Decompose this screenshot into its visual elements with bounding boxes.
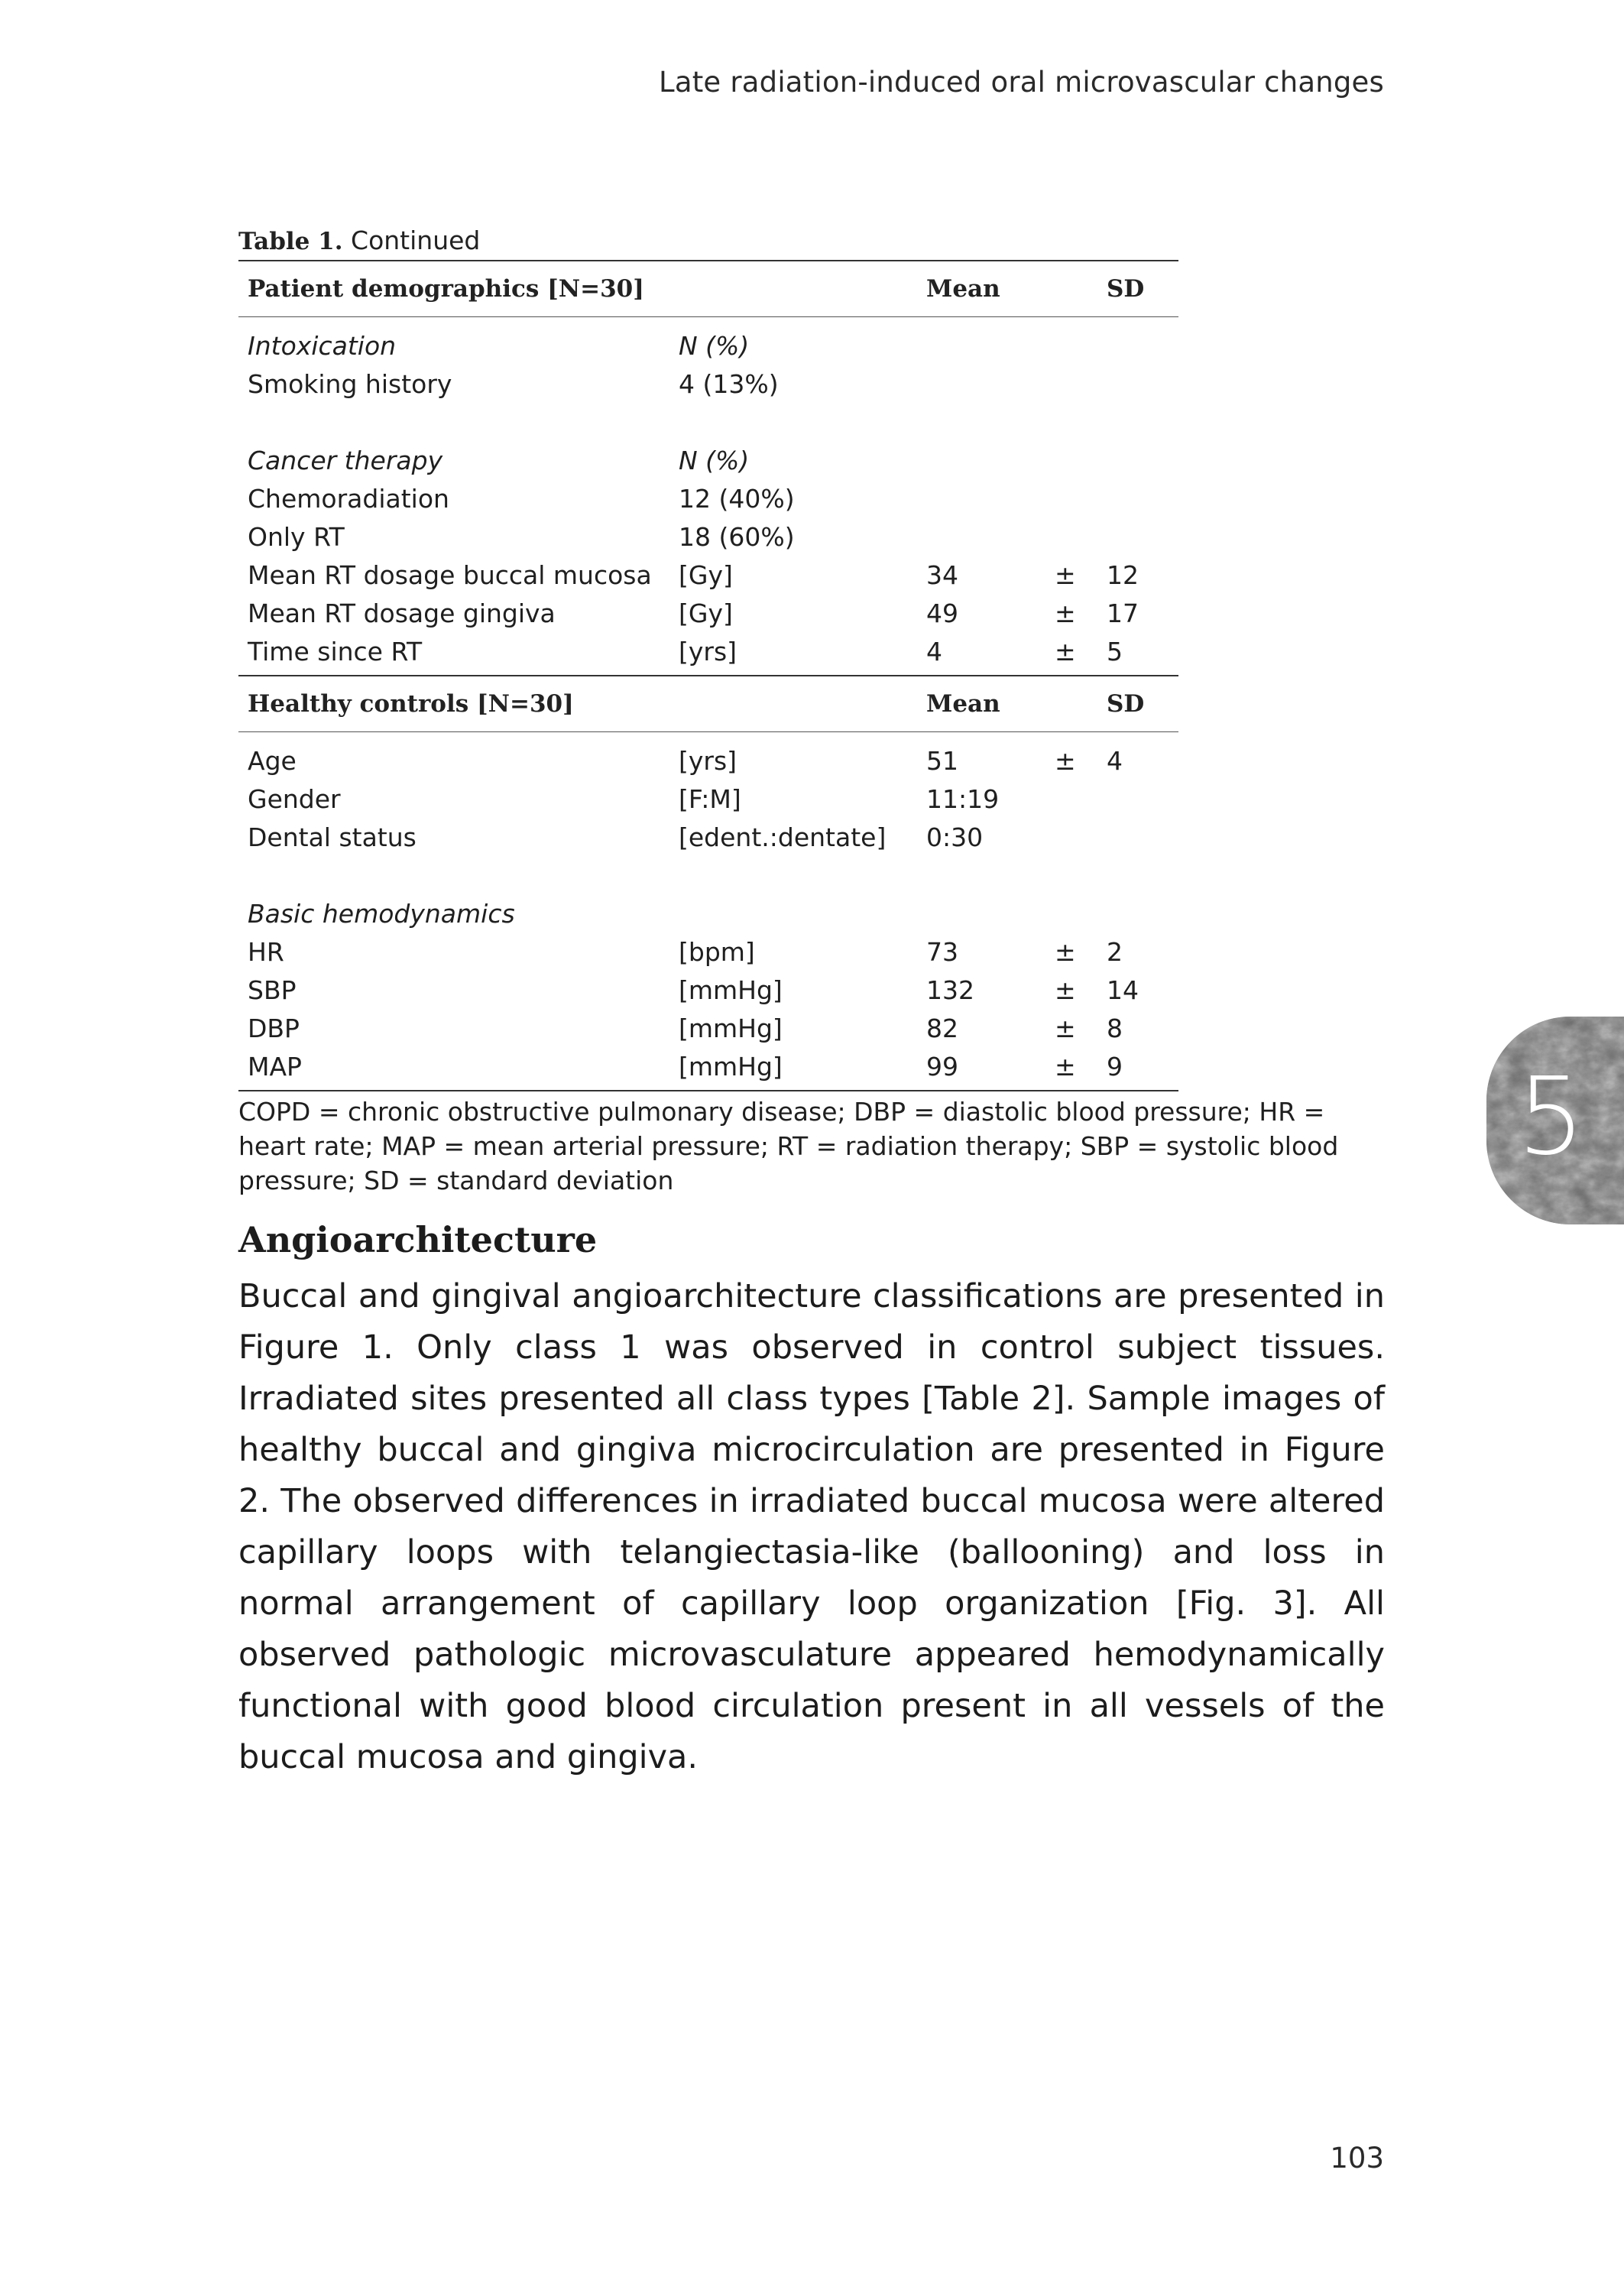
table-row [238,1009,1178,1047]
cell-sd: 9 [1107,1051,1123,1082]
page-number: 103 [1330,2142,1384,2175]
body-paragraph: Buccal and gingival angioarchitecture classifications are presented in Figure 1. Only class 1 was observed in control subject tissues. Irradiated sites presented all class types [Table 2]. Sample images of healthy buccal and gingiva microcirculation are presented in Figure 2. The observed differences in irradiated buccal mucosa were altered capillary loops with telangiectasia-like (ballooning) and loss in normal arrangement of capillary loop organization [Fig. 3]. All observed pathologic microvasculature appeared hemodynamically functional with good blood circulation present in all vessels of the buccal mucosa and gingiva. [238,1277,1385,1776]
table-1 [238,222,1178,1091]
cell-label: Smoking history [248,368,452,399]
cell-unit: [yrs] [679,636,737,666]
table-row [238,556,1178,594]
table-row [238,632,1178,670]
cell-unit: N (%) [679,445,750,475]
cell-unit: [mmHg] [679,975,783,1005]
table-footnote: COPD = chronic obstructive pulmonary disease; DBP = diastolic blood pressure; HR = heart rate; MAP = mean arterial pressure; RT = radiation therapy; SBP = systolic blood pressure; SD = standard deviation [238,1097,1339,1195]
cell-plusminus: ± [1055,598,1076,628]
cell-label: Time since RT [248,636,423,666]
table-row [238,479,1178,517]
section-heading: Angioarchitecture [238,1219,598,1260]
cell-unit: [Gy] [679,598,733,628]
table-rule [238,1090,1178,1091]
cell-label: Dental status [248,822,417,852]
table-row [238,818,1178,856]
cell-sd: 2 [1107,936,1123,967]
table-caption-text: Continued [342,225,481,255]
table-row [238,326,1178,365]
cell-label: Mean RT dosage gingiva [248,598,556,628]
table-body [238,260,1178,1091]
cell-plusminus: ± [1055,745,1076,776]
table-row [238,971,1178,1009]
table-row [238,365,1178,403]
cell-plusminus: ± [1055,936,1076,967]
cell-label: DBP [248,1013,300,1043]
cell-plusminus: ± [1055,975,1076,1005]
cell-label: SBP [248,975,297,1005]
header-cell-mean: Mean [926,275,1000,303]
table-row [238,894,1178,932]
header-cell-mean: Mean [926,690,1000,718]
cell-label: Mean RT dosage buccal mucosa [248,559,652,590]
table-row [238,441,1178,479]
table-caption [238,222,1178,260]
cell-mean: 132 [926,975,974,1005]
cell-plusminus: ± [1055,559,1076,590]
cell-label: HR [248,936,284,967]
cell-mean: 0:30 [926,822,984,852]
cell-unit: [edent.:dentate] [679,822,887,852]
cell-unit: 4 (13%) [679,368,779,399]
cell-sd: 4 [1107,745,1123,776]
cell-label: Chemoradiation [248,483,449,514]
cell-unit: [yrs] [679,745,737,776]
header-cell-label: Patient demographics [N=30] [248,275,644,303]
table-row [238,403,1178,441]
cell-plusminus: ± [1055,1013,1076,1043]
cell-sd: 14 [1107,975,1139,1005]
table-row [238,780,1178,818]
cell-label: Intoxication [248,330,397,361]
cell-plusminus: ± [1055,1051,1076,1082]
cell-label: Basic hemodynamics [248,898,515,929]
cell-mean: 4 [926,636,942,666]
header-cell-sd: SD [1107,690,1145,718]
table-row [238,741,1178,780]
cell-label: Age [248,745,297,776]
cell-sd: 17 [1107,598,1139,628]
running-head: Late radiation-induced oral microvascular changes [659,66,1384,99]
cell-unit: [mmHg] [679,1051,783,1082]
cell-unit: 18 (60%) [679,521,795,552]
cell-unit: [bpm] [679,936,755,967]
cell-label: Cancer therapy [248,445,443,475]
cell-mean: 82 [926,1013,958,1043]
table-row [238,594,1178,632]
cell-sd: 8 [1107,1013,1123,1043]
cell-mean: 99 [926,1051,958,1082]
cell-mean: 49 [926,598,958,628]
cell-sd: 12 [1107,559,1139,590]
table-row [238,517,1178,556]
cell-mean: 51 [926,745,958,776]
chapter-number: 5 [1517,1055,1586,1179]
cell-unit: 12 (40%) [679,483,795,514]
table-row [238,1047,1178,1085]
cell-sd: 5 [1107,636,1123,666]
cell-plusminus: ± [1055,636,1076,666]
cell-label: MAP [248,1051,302,1082]
header-cell-sd: SD [1107,275,1145,303]
table-row [238,856,1178,894]
cell-label: Only RT [248,521,345,552]
header-cell-label: Healthy controls [N=30] [248,690,574,718]
cell-unit: [mmHg] [679,1013,783,1043]
cell-unit: [Gy] [679,559,733,590]
cell-unit: [F:M] [679,783,741,814]
cell-unit: N (%) [679,330,750,361]
cell-mean: 73 [926,936,958,967]
table-header-row [238,261,1178,316]
cell-mean: 34 [926,559,958,590]
cell-label: Gender [248,783,341,814]
table-header-row [238,676,1178,731]
table-caption-label: Table 1. [238,228,343,255]
table-row [238,932,1178,971]
cell-mean: 11:19 [926,783,1000,814]
